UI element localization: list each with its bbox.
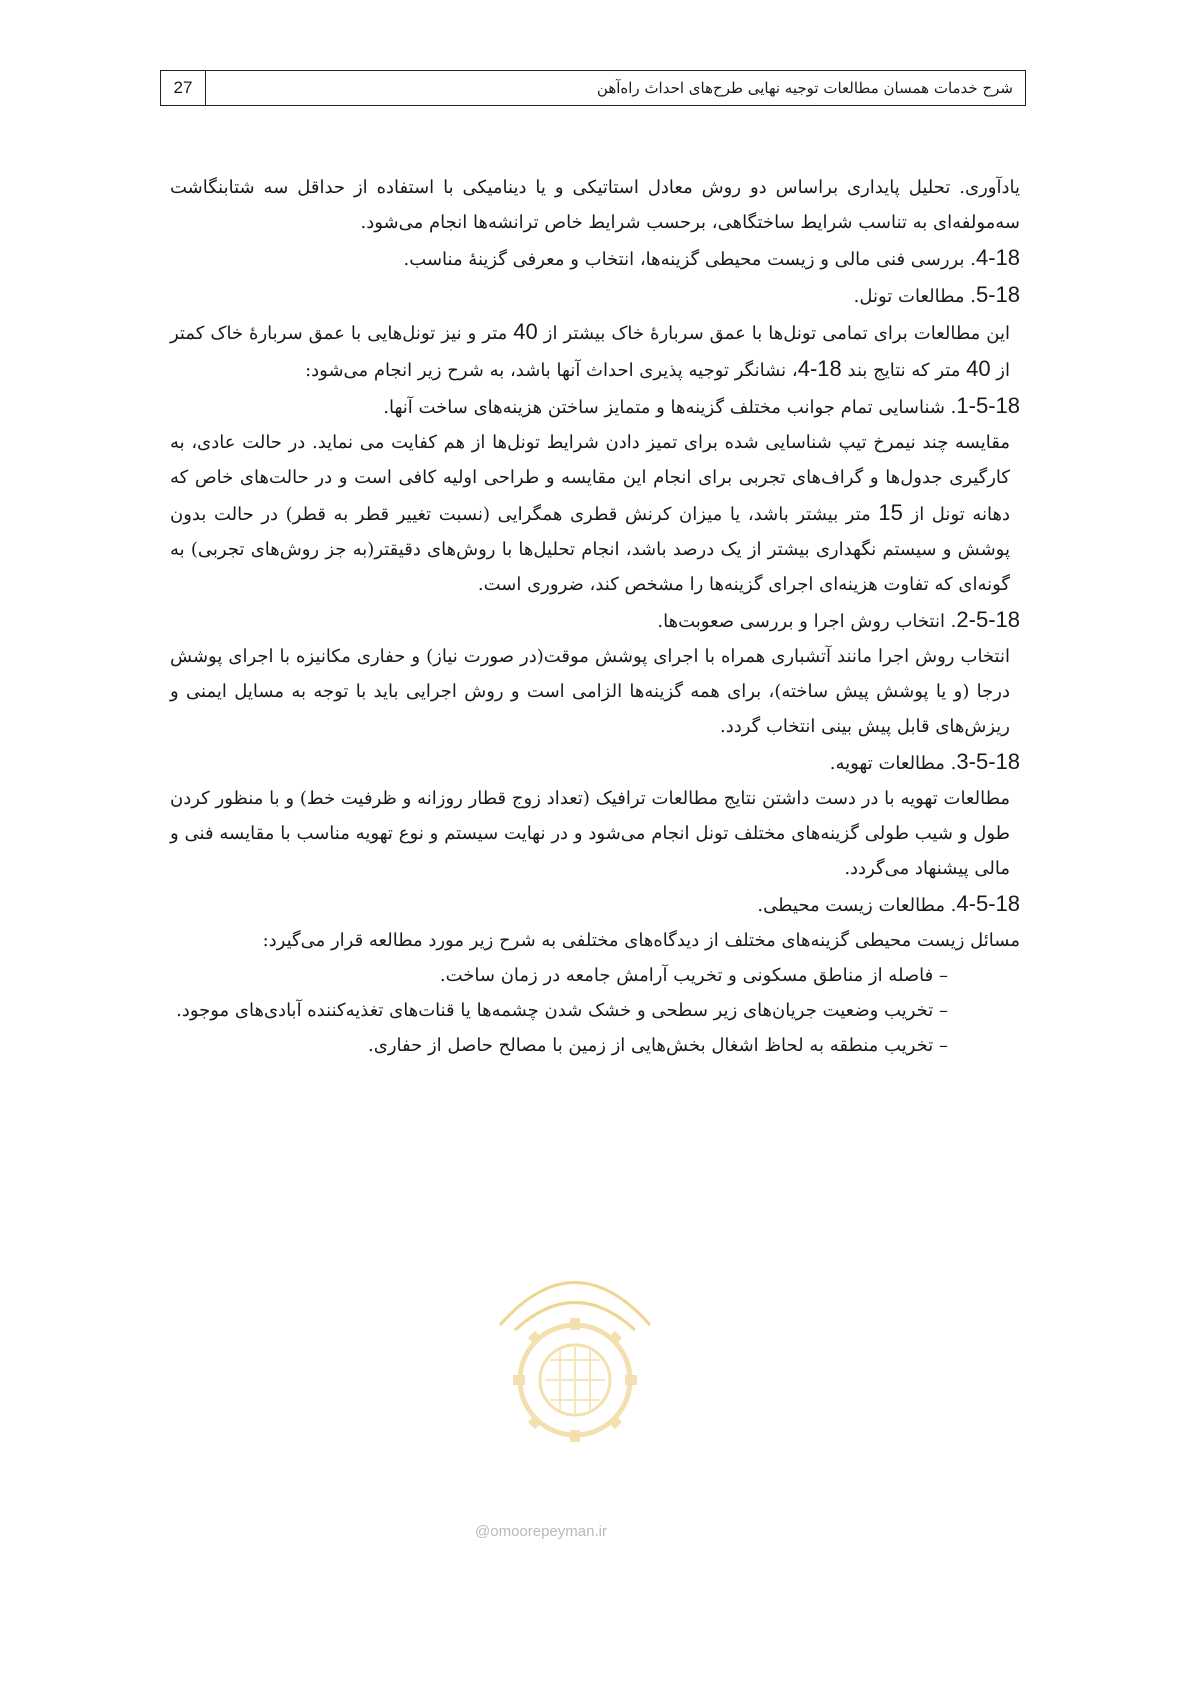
number-run: 40 <box>513 319 538 344</box>
number-run: 40 <box>966 356 991 381</box>
section-number: 3-5-18 <box>956 749 1020 774</box>
section-number: 4-18 <box>975 245 1020 270</box>
text-run: این مطالعات برای تمامی تونل‌ها با عمق سربارهٔ خاک بیشتر از <box>543 323 1010 344</box>
number-run: 15 <box>878 500 903 525</box>
header-divider <box>205 71 206 105</box>
section-title: . مطالعات زیست محیطی. <box>757 895 957 916</box>
section-number: 1-5-18 <box>956 393 1020 418</box>
text-run: ، نشانگر توجیه پذیری احداث آنها باشد، به شرح زیر انجام می‌شود: <box>305 360 798 381</box>
watermark-gear-tooth <box>528 1331 542 1345</box>
watermark-text: @omoorepeyman.ir <box>475 1523 607 1540</box>
text-run: متر که نتایج بند <box>847 360 961 381</box>
page-header <box>160 70 1026 106</box>
running-title: شرح خدمات همسان مطالعات توجیه نهایی طرح‌های احداث راه‌آهن <box>596 79 1013 97</box>
section-heading-1-5-18 <box>170 388 1020 425</box>
text-run: مقایسه چند نیمرخ تیپ شناسایی شده برای تمیز دادن شرایط تونل‌ها از هم کفایت می نماید. در حالت عادی، به کارگیری جدول‌ها و گراف‌های تجربی برای انجام این مقایسه و طراحی اولیه کافی است و در حالت‌های خاص که دهانه تونل از <box>170 432 1011 525</box>
document-body <box>170 170 1020 1063</box>
paragraph-method: انتخاب روش اجرا مانند آتشباری همراه با اجرای پوشش موقت(در صورت نیاز) و حفاری مکانیزه با اجرای پوشش درجا (و یا پوشش پیش ساخته)، برای همه گزینه‌ها الزامی است و روش اجرایی باید با توجه به مسایل ایمنی و ریزش‌های قابل پیش بینی انتخاب گردد. <box>170 646 1010 737</box>
list-item: – تخریب وضعیت جریان‌های زیر سطحی و خشک شدن چشمه‌ها یا قنات‌های تغذیه‌کننده آبادی‌های موجود. <box>176 1000 948 1021</box>
section-title: . انتخاب روش اجرا و بررسی صعوبت‌ها. <box>657 611 957 632</box>
section-title: . شناسایی تمام جوانب مختلف گزینه‌ها و متمایز ساختن هزینه‌های ساخت آنها. <box>383 397 957 418</box>
watermark-gear-tooth <box>570 1430 580 1442</box>
section-heading-3-5-18 <box>170 744 1020 781</box>
paragraph-ventilation: مطالعات تهویه با در دست داشتن نتایج مطالعات ترافیک (تعداد زوج قطار روزانه و ظرفیت خط) و با منظور کردن طول و شیب طولی گزینه‌های مختلف تونل انجام می‌شود و در نهایت سیستم و نوع تهویه مناسب با مقایسه فنی و مالی پیشنهاد می‌گردد. <box>170 788 1010 879</box>
text-run: متر بیشتر باشد، یا میزان کرنش قطری همگرایی (نسبت تغییر قطر به قطر) در حالت بدون پوشش و سیستم نگهداری بیشتر از یک درصد باشد، انجام تحلیل‌ها با روش‌های دقیقتر(به جز روش‌های تجربی) به گونه‌ای که تفاوت هزینه‌ای اجرای گزینه‌ها را مشخص کند، ضروری است. <box>170 504 1010 595</box>
text-run: متر و نیز تونل‌هایی با عمق سربارهٔ خاک کمتر از <box>170 323 1010 381</box>
watermark-gear-tooth <box>625 1375 637 1385</box>
section-number: 5-18 <box>975 282 1020 307</box>
section-heading-2-5-18 <box>170 602 1020 639</box>
watermark-grid <box>545 1347 605 1413</box>
watermark-gear-tooth <box>513 1375 525 1385</box>
page-number: 27 <box>173 78 193 97</box>
section-heading-5-18 <box>170 277 1020 314</box>
paragraph-comparison <box>170 425 1020 602</box>
number-run: 4-18 <box>797 356 842 381</box>
list-item: – فاصله از مناطق مسکونی و تخریب آرامش جامعه در زمان ساخت. <box>439 965 948 986</box>
section-title: . بررسی فنی مالی و زیست محیطی گزینه‌ها، انتخاب و معرفی گزینهٔ مناسب. <box>403 249 976 270</box>
paragraph-environment: مسائل زیست محیطی گزینه‌های مختلف از دیدگاه‌های مختلفی به شرح زیر مورد مطالعه قرار می‌گیرد: <box>262 930 1020 951</box>
section-title: . مطالعات تهویه. <box>829 753 957 774</box>
paragraph-note: یادآوری. تحلیل پایداری براساس دو روش معادل استاتیکی و یا دینامیکی با استفاده از حداقل سه شتابنگاشت سه‌مولفه‌ای به تناسب شرایط ساختگاهی، برحسب شرایط خاص ترانشه‌ها انجام می‌شود. <box>170 177 1020 233</box>
section-heading-4-5-18 <box>170 886 1020 923</box>
watermark-gear-tooth <box>608 1415 622 1429</box>
section-number: 2-5-18 <box>956 607 1020 632</box>
watermark-gear-tooth <box>570 1318 580 1330</box>
section-number: 4-5-18 <box>956 891 1020 916</box>
watermark-logo <box>480 1230 670 1460</box>
section-title: . مطالعات تونل. <box>853 286 976 307</box>
section-heading-4-18 <box>170 240 1020 277</box>
paragraph-tunnel-scope <box>170 314 1020 388</box>
watermark-gear-tooth <box>528 1415 542 1429</box>
watermark-gear-tooth <box>608 1331 622 1345</box>
list-item: – تخریب منطقه به لحاظ اشغال بخش‌هایی از زمین با مصالح حاصل از حفاری. <box>368 1035 948 1056</box>
